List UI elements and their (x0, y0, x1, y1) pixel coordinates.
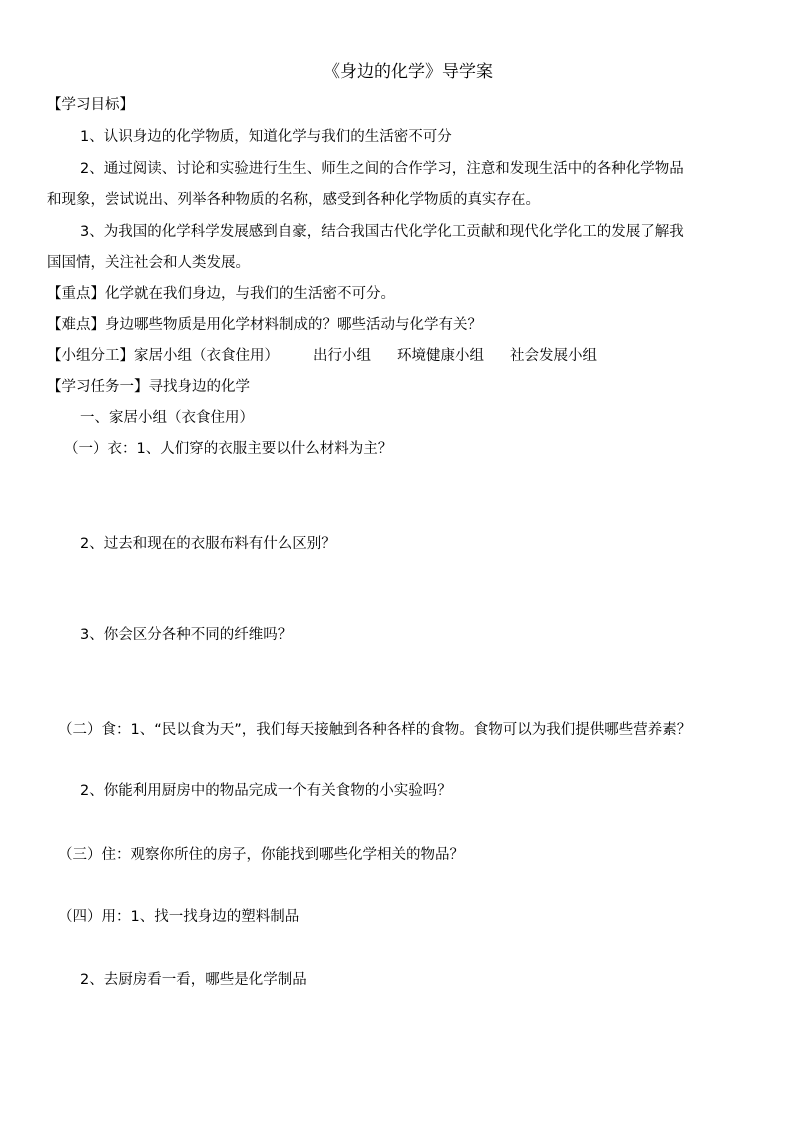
clothing-question-2: 2、过去和现在的衣服布料有什么区别？ (80, 536, 336, 552)
goal-item-2-line-1: 2、通过阅读、讨论和实验进行生生、师生之间的合作学习，注意和发现生活中的各种化学物品 (80, 161, 684, 177)
usage-question-1: （四）用：1、找一找身边的塑料制品 (58, 909, 300, 925)
group-item-society: 社会发展小组 (510, 348, 597, 364)
page-title: 《身边的化学》导学案 (323, 62, 493, 82)
group-item-home: 家居小组（衣食住用） (134, 348, 279, 364)
group-division-label: 【小组分工】 (47, 348, 134, 364)
goal-item-3-line-2: 国国情，关注社会和人类发展。 (47, 255, 250, 271)
usage-question-2: 2、去厨房看一看，哪些是化学制品 (80, 972, 307, 988)
housing-question-1: （三）住：观察你所住的房子，你能找到哪些化学相关的物品？ (58, 847, 464, 863)
clothing-question-3: 3、你会区分各种不同的纤维吗？ (80, 627, 293, 643)
key-point-text: 化学就在我们身边，与我们的生活密不可分。 (105, 286, 395, 302)
section-home-group: 一、家居小组（衣食住用） (80, 410, 254, 426)
key-point-label: 【重点】 (47, 286, 105, 302)
clothing-question-1: （一）衣：1、人们穿的衣服主要以什么材料为主？ (64, 441, 393, 457)
goal-item-2-line-2: 和现象，尝试说出、列举各种物质的名称，感受到各种化学物质的真实存在。 (47, 192, 540, 208)
group-item-travel: 出行小组 (313, 348, 371, 364)
group-division (47, 346, 597, 366)
food-question-2: 2、你能利用厨房中的物品完成一个有关食物的小实验吗？ (80, 783, 452, 799)
key-point (47, 284, 395, 304)
difficulty-label: 【难点】 (47, 317, 105, 333)
goal-item-3-line-1: 3、为我国的化学科学发展感到自豪，结合我国古代化学化工贡献和现代化学化工的发展了解我 (80, 224, 684, 240)
goal-item-1: 1、认识身边的化学物质，知道化学与我们的生活密不可分 (80, 129, 452, 145)
food-question-1: （二）食：1、“民以食为天”，我们每天接触到各种各样的食物。食物可以为我们提供哪些营养素？ (58, 722, 692, 738)
difficulty-text: 身边哪些物质是用化学材料制成的？哪些活动与化学有关？ (105, 317, 482, 333)
learning-task-1-text: 寻找身边的化学 (148, 379, 250, 395)
learning-goals-label: 【学习目标】 (47, 97, 134, 113)
difficulty (47, 315, 482, 335)
group-item-environment: 环境健康小组 (397, 348, 484, 364)
learning-task-1 (47, 377, 250, 397)
learning-task-1-label: 【学习任务一】 (47, 379, 149, 395)
